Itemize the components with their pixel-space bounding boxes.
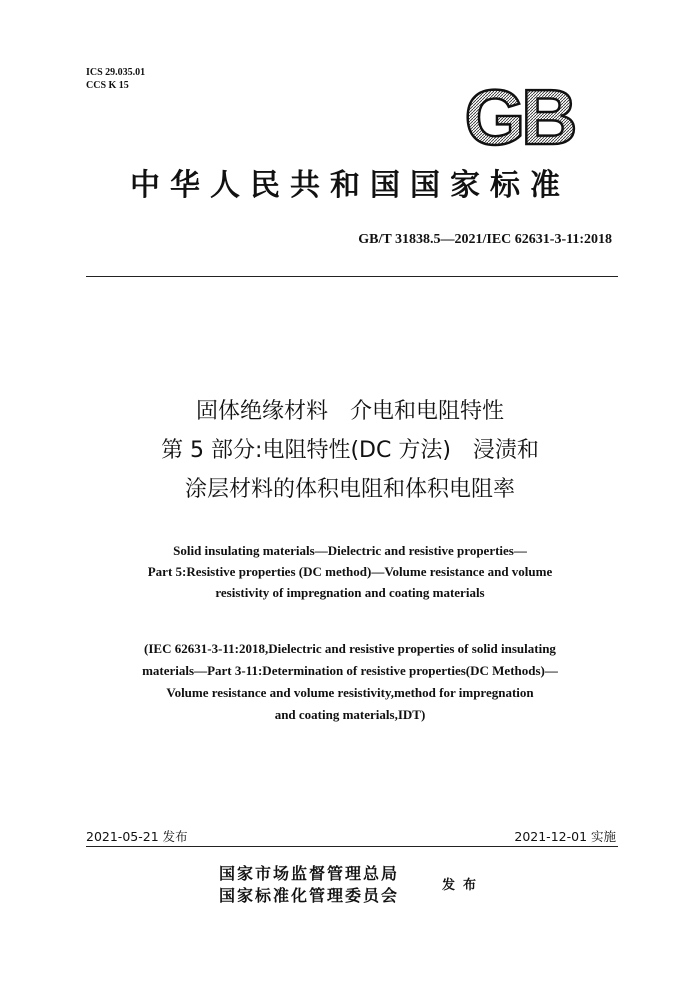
issuer-samr: 国家市场监督管理总局 bbox=[219, 864, 400, 883]
issuer-sac: 国家标准化管理委员会 bbox=[219, 886, 400, 905]
issue-label: 发布 bbox=[442, 878, 485, 893]
ccs-code: CCS K 15 bbox=[86, 80, 129, 91]
chinese-title bbox=[0, 392, 700, 509]
english-title-line-3: resistivity of impregnation and coating materials bbox=[215, 585, 485, 600]
issuing-authorities bbox=[219, 863, 399, 907]
issue-date: 2021-05-21 发布 bbox=[86, 829, 188, 844]
chinese-title-line-1: 固体绝缘材料 介电和电阻特性 bbox=[195, 399, 504, 424]
iec-reference-line-2: materials—Part 3-11:Determination of resistive properties(DC Methods)— bbox=[142, 663, 558, 678]
standard-type-title: 中华人民共和国国家标准 bbox=[130, 168, 570, 203]
chinese-title-line-2: 第 5 部分:电阻特性(DC 方法) 浸渍和 bbox=[161, 438, 539, 463]
iec-reference-line-1: (IEC 62631-3-11:2018,Dielectric and resistive properties of solid insulating bbox=[144, 641, 556, 656]
gb-logo-text: GB bbox=[464, 82, 574, 150]
english-title-line-2: Part 5:Resistive properties (DC method)—Volume resistance and volume bbox=[147, 564, 553, 579]
iec-reference-line-4: and coating materials,IDT) bbox=[274, 707, 426, 722]
chinese-title-line-3: 涂层材料的体积电阻和体积电阻率 bbox=[184, 477, 515, 502]
classification-codes bbox=[86, 66, 145, 92]
gb-logo bbox=[455, 82, 583, 150]
implementation-date: 2021-12-01 实施 bbox=[514, 829, 616, 844]
english-title bbox=[40, 540, 660, 603]
bottom-divider bbox=[86, 846, 618, 847]
iec-reference-line-3: Volume resistance and volume resistivity,method for impregnation bbox=[166, 685, 534, 700]
iec-reference bbox=[40, 638, 660, 726]
ics-code: ICS 29.035.01 bbox=[86, 67, 146, 78]
english-title-line-1: Solid insulating materials—Dielectric and resistive properties— bbox=[173, 543, 527, 558]
top-divider bbox=[86, 276, 618, 277]
standard-number: GB/T 31838.5—2021/IEC 62631-3-11:2018 bbox=[358, 232, 612, 247]
